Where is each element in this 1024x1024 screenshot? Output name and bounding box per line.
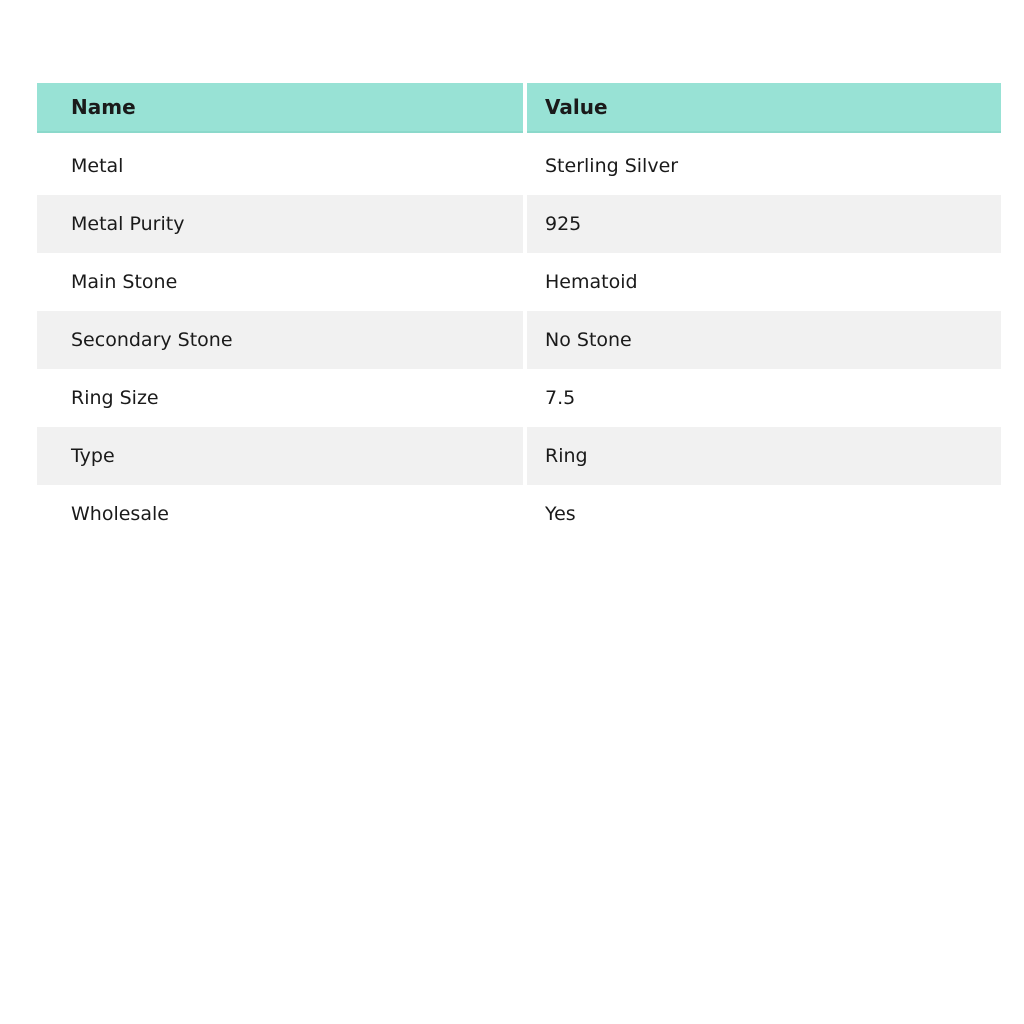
table-row xyxy=(37,369,1001,427)
table-row xyxy=(37,253,1001,311)
attribute-name: Metal Purity xyxy=(37,195,523,253)
attribute-name: Type xyxy=(37,427,523,485)
attribute-value: 925 xyxy=(527,195,1001,253)
attribute-name: Secondary Stone xyxy=(37,311,523,369)
attribute-value: Yes xyxy=(545,503,576,525)
table-row xyxy=(37,485,1001,543)
table-row xyxy=(37,137,1001,195)
attribute-name: Ring Size xyxy=(71,387,159,409)
table-row xyxy=(37,427,1001,485)
attribute-name: Metal xyxy=(71,155,124,177)
attribute-name: Main Stone xyxy=(71,271,178,293)
attribute-value: Ring xyxy=(527,427,1001,485)
attribute-value: Sterling Silver xyxy=(545,155,679,177)
table-row xyxy=(37,311,1001,369)
product-attributes-table xyxy=(37,83,1001,543)
table-header-row xyxy=(37,83,1001,133)
attribute-value: No Stone xyxy=(527,311,1001,369)
attribute-name: Wholesale xyxy=(71,503,169,525)
column-header-value: Value xyxy=(527,83,1001,133)
attribute-value: 7.5 xyxy=(545,387,576,409)
table-row xyxy=(37,195,1001,253)
attribute-value: Hematoid xyxy=(545,271,638,293)
column-header-name: Name xyxy=(37,83,523,133)
